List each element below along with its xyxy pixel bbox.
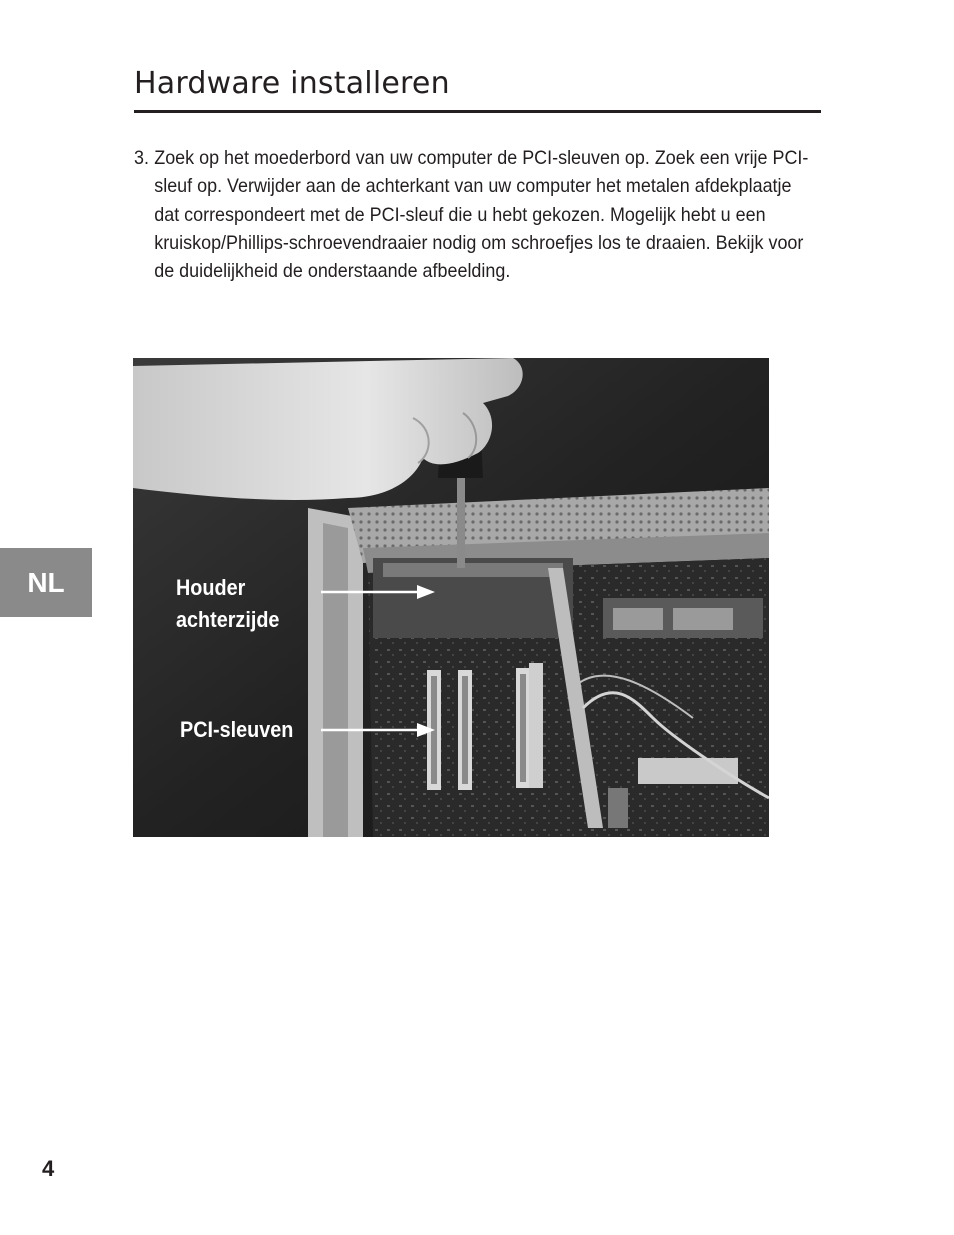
- page-title: Hardware installeren: [134, 66, 450, 101]
- callout-bracket-label: Houder achterzijde: [176, 575, 280, 632]
- callout-slots-label: PCI-sleuven: [180, 717, 294, 742]
- step-3: [134, 144, 809, 285]
- language-tab: NL: [0, 548, 92, 617]
- step-number: 3.: [134, 147, 149, 169]
- step-text: Zoek op het moederbord van uw computer de PCI-sleuven op. Zoek een vrije PCI-sleuf op. Verwijder aan de achterkant van uw computer het metalen afdekplaatje dat correspondeert met de PCI-sleuf die u hebt gekozen. Mogelijk hebt u een kruiskop/Phillips-schroevendraaier nodig om schroefjes los te draaien. Bekijk voor de duidelijkheid de onderstaande afbeelding.: [154, 147, 809, 283]
- title-rule: [134, 110, 821, 113]
- installation-photo: [133, 358, 769, 837]
- page-number: 4: [42, 1156, 55, 1181]
